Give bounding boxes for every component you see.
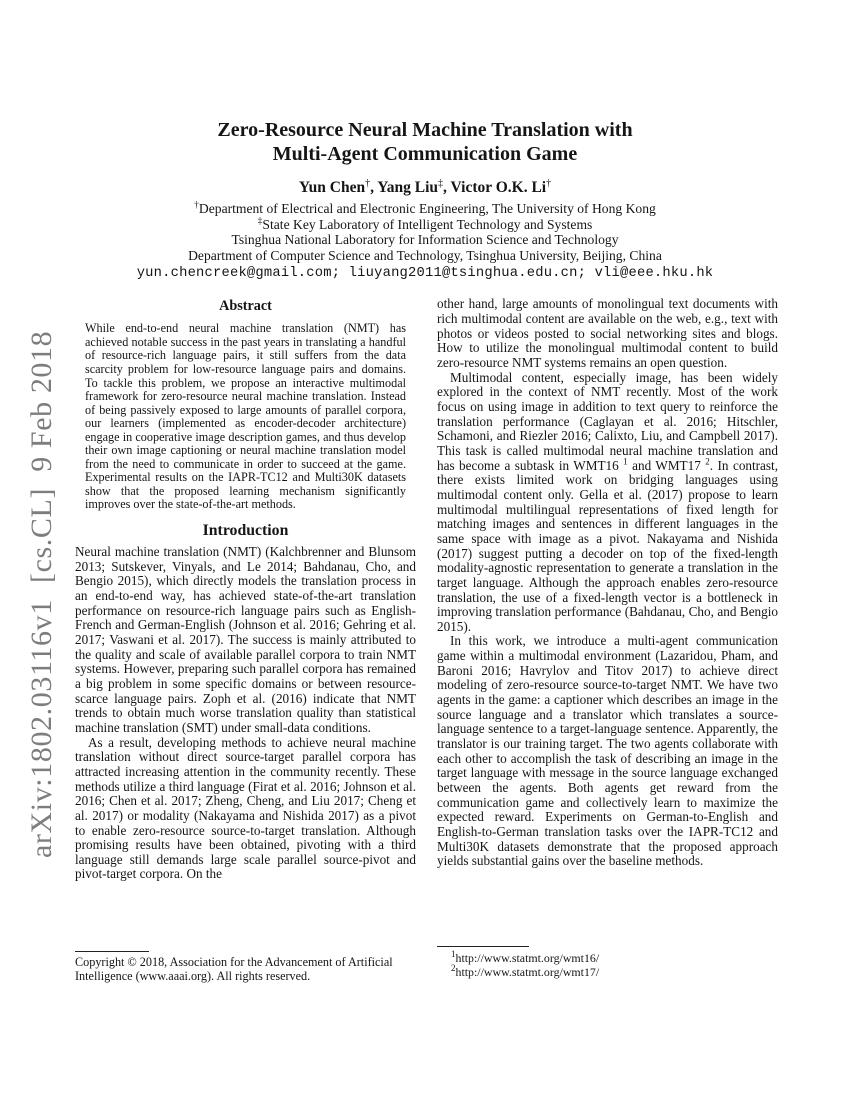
authors-line xyxy=(0,179,850,197)
copyright-rule xyxy=(75,951,149,952)
affiliation-text: Tsinghua National Laboratory for Information Science and Technology xyxy=(231,232,619,248)
affiliation-line xyxy=(0,217,850,233)
footnote-number: 1 xyxy=(451,949,456,960)
emails-line: yun.chencreek@gmail.com; liuyang2011@tsinghua.edu.cn; vli@eee.hku.hk xyxy=(136,266,714,282)
footnote-url: http://www.statmt.org/wmt16/ xyxy=(455,951,600,966)
affiliation-text: Department of Electrical and Electronic Engineering, The University of Hong Kong xyxy=(198,201,656,216)
paper-title xyxy=(0,119,850,166)
arxiv-watermark-label: arXiv:1802.03116v1 [cs.CL] 9 Feb 2018 xyxy=(25,330,58,858)
paper-title-line2: Multi-Agent Communication Game xyxy=(272,142,578,165)
author-name: Victor O.K. Li xyxy=(450,179,547,196)
abstract-text: While end-to-end neural machine translation (NMT) has achieved notable success in the past years in translating a handful of resource-rich language pairs, it still suffers from the data scarcity problem for low-resource language pairs and domains. To tackle this problem, we propose an interactive multimodal framework for zero-resource neural machine translation. Instead of being passively exposed to large amounts of parallel corpora, our learners (implemented as encoder-decoder architecture) engage in cooperative image description games, and thus develop their own image captioning or neural machine translation model from the need to communicate in order to succeed at the game. Experimental results on the IAPR-TC12 and Multi30K datasets show that the proposed learning mechanism significantly improves over the state-of-the-art methods. xyxy=(85,321,406,512)
author-affiliation-marker: † xyxy=(365,177,371,189)
affiliation-line xyxy=(0,248,850,264)
footnote-marker-2: 2 xyxy=(705,456,710,467)
footnote-marker-1: 1 xyxy=(623,456,628,467)
affiliation-marker: † xyxy=(194,200,199,211)
body-paragraph-this-work: In this work, we introduce a multi-agent communication game within a multimodal environment (Lazaridou, Pham, and Baroni 2016; Havrylov and Titov 2017) to achieve direct modeling of zero-resource source-to-target NMT. We have two agents in the game: a captioner which describes an image in the source language and a translator which translates a source-language sentence to a target-language sentence. Apparently, the translator is our training target. The two agents collaborate with each other to accomplish the task of describing an image in the target language with message in the source language exchanged between the agents. Both agents get reward from the communication game and collectively learn to maximize the expected reward. Experiments on German-to-English and English-to-German translation tasks over the IAPR-TC12 and Multi30K datasets demonstrate that the proposed approach yields substantial gains over the baseline methods. xyxy=(437,633,778,869)
two-column-body xyxy=(0,281,850,987)
author-name: Yang Liu xyxy=(377,179,439,196)
copyright-notice: Copyright © 2018, Association for the Advancement of Artificial Intelligence (www.aaai.org). All rights reserved. xyxy=(75,955,393,984)
paragraph-text: Multimodal content, especially image, has been widely explored in the context of NMT recently. Most of the work focus on using image in addition to text query to reinforce the translation performance (Caglayan et al. 2016; Hitschler, Schamoni, and Riezler 2016; Calixto, Liu, and Campbell 2017). This task is called multimodal neural machine translation and has become a subtask in WMT16 xyxy=(437,369,778,473)
affiliation-line xyxy=(0,201,850,217)
introduction-heading: Introduction xyxy=(202,522,289,540)
paper-header xyxy=(0,0,850,281)
paragraph-text: . In contrast, there exists limited work on bridging languages using multimodal content only. Gella et al. (2017) propose to learn multimodal multilingual representations of fixed length for matching images and sentences in different languages in the same space with image as a pivot. Nakayama and Nishida (2017) suggest putting a decoder on top of the fixed-length modality-agnostic representation to generate a translation in the target language. Although the approach enables zero-resource translation, the use of a fixed-length vector is a bottleneck in improving translation performance (Bahdanau, Cho, and Bengio 2015). xyxy=(437,457,779,634)
author-affiliation-marker: ‡ xyxy=(438,177,444,189)
right-column xyxy=(437,297,778,987)
left-column xyxy=(75,297,416,987)
footnote-rule xyxy=(437,946,529,947)
affiliation-text: State Key Laboratory of Intelligent Technology and Systems xyxy=(262,216,593,232)
affiliation-line xyxy=(0,232,850,248)
intro-paragraph-1: Neural machine translation (NMT) (Kalchbrenner and Blunsom 2013; Sutskever, Vinyals, and Le 2014; Bahdanau, Cho, and Bengio 2015), which directly models the translation process in an end-to-end way, has achieved state-of-the-art translation performance on resource-rich language pairs such as English-French and German-English (Johnson et al. 2016; Gehring et al. 2017; Vaswani et al. 2017). The success is mainly attributed to the quality and scale of available parallel corpora to train NMT systems. However, preparing such parallel corpora has remained a big problem in some specific domains or between resource-scarce language pairs. Zoph et al. (2016) indicate that NMT trends to obtain much worse translation quality than statistical machine translation (SMT) under small-data conditions. xyxy=(75,544,416,735)
author-separator: , xyxy=(443,179,451,196)
copyright-block xyxy=(75,951,416,983)
body-paragraph-multimodal xyxy=(437,371,778,635)
footnotes-block xyxy=(437,946,778,979)
body-paragraph-continuation: other hand, large amounts of monolingual text documents with rich multimodal content are available on the web, e.g., text with photos or videos posted to social networking sites and blogs. How to utilize the monolingual multimodal content to build zero-resource NMT systems remains an open question. xyxy=(437,296,778,370)
footnote-number: 2 xyxy=(451,963,456,974)
affiliation-text: Department of Computer Science and Technology, Tsinghua University, Beijing, China xyxy=(188,247,662,263)
intro-paragraph-2: As a result, developing methods to achieve neural machine translation without direct source-target parallel corpora has attracted increasing attention in the community recently. These methods utilize a third language (Firat et al. 2016; Johnson et al. 2016; Chen et al. 2017; Zheng, Cheng, and Liu 2017; Cheng et al. 2017) or modality (Nakayama and Nishida 2017) as a pivot to enable zero-resource source-to-target translation. Although promising results have been obtained, pivoting with a third language still demands large scale parallel source-pivot and pivot-target corpora. On the xyxy=(75,734,416,882)
footnote-1 xyxy=(437,951,778,965)
footnote-2 xyxy=(437,965,778,979)
affiliations-block xyxy=(0,201,850,263)
author-separator: , xyxy=(370,179,378,196)
paper-title-line1: Zero-Resource Neural Machine Translation with xyxy=(217,119,633,141)
abstract-heading: Abstract xyxy=(219,298,272,315)
author-name: Yun Chen xyxy=(298,179,366,196)
paragraph-text: and WMT17 xyxy=(627,457,706,473)
affiliation-marker: ‡ xyxy=(257,216,263,227)
footnote-url: http://www.statmt.org/wmt17/ xyxy=(455,965,600,980)
author-affiliation-marker: † xyxy=(546,177,552,189)
